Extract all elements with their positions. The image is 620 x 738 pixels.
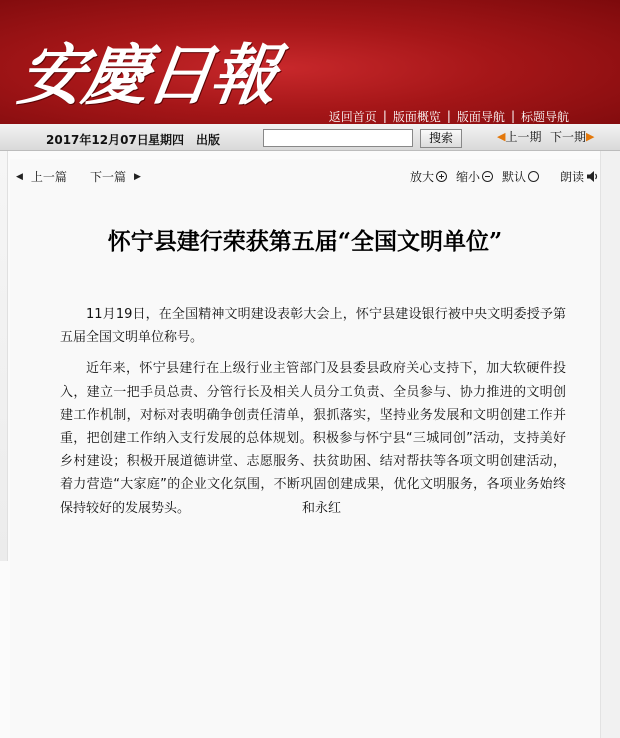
nav-home-link[interactable]: 返回首页 [328, 109, 377, 124]
nav-separator: | [446, 109, 451, 123]
article-toolbar [10, 165, 600, 187]
newspaper-logo[interactable] [13, 16, 320, 114]
prev-article-label: 上一篇 [30, 170, 67, 184]
prev-issue-label: 上一期 [505, 130, 542, 144]
next-article-link[interactable] [90, 168, 141, 185]
article-paragraph [60, 357, 566, 519]
prev-issue-link[interactable] [497, 128, 541, 145]
masthead [0, 0, 620, 124]
plus-circle-icon [436, 171, 447, 182]
read-aloud-button[interactable] [560, 168, 599, 185]
next-article-label: 下一篇 [90, 170, 127, 184]
article-body [60, 303, 566, 528]
radio-circle-icon [528, 171, 539, 182]
triangle-right-icon: ▶ [134, 171, 141, 182]
issue-date: 2017年12月07日 [46, 133, 149, 147]
read-aloud-label: 朗读 [560, 170, 585, 184]
zoom-in-label: 放大 [410, 170, 435, 184]
arrow-right-icon: ▶ [586, 130, 595, 143]
default-size-button[interactable] [502, 168, 539, 185]
prev-article-link[interactable] [16, 168, 67, 185]
article-paragraph: 11月19日，在全国精神文明建设表彰大会上，怀宁县建设银行被中央文明委授予第五届全国文明单位称号。 [60, 307, 566, 346]
issue-edition-label: 出版 [196, 133, 221, 147]
search-button[interactable]: 搜索 [420, 129, 462, 148]
left-border [0, 151, 8, 561]
zoom-in-button[interactable] [410, 168, 447, 185]
article-title: 怀宁县建行荣获第五届“全国文明单位” [107, 228, 503, 255]
zoom-out-button[interactable] [456, 168, 493, 185]
nav-separator: | [382, 109, 387, 123]
nav-separator: | [510, 109, 515, 123]
nav-page-nav-link[interactable]: 版面导航 [456, 109, 505, 124]
default-size-label: 默认 [502, 170, 527, 184]
article-paragraph-text: 近年来，怀宁县建行在上级行业主管部门及县委县政府关心支持下，加大软硬件投入，建立一把手员总责、分管行长及相关人员分工负责、全员参与、协力推进的文明创建工作机制，对标对表明确争创责任清单，狠抓落实，坚持业务发展和文明创建工作并重，把创建工作纳入支行发展的总体规划。积极参与怀宁县“三城同创”活动，支持美好乡村建设；积极开展道德讲堂、志愿服务、扶贫助困、结对帮扶等各项文明创建活动，着力营造“大家庭”的企业文化氛围，不断巩固创建成果，优化文明服务，各项业务始终保持较好的发展势头。 [60, 361, 566, 516]
nav-title-nav-link[interactable]: 标题导航 [520, 109, 569, 124]
article-author: 和永红 [302, 500, 342, 516]
zoom-out-label: 缩小 [456, 170, 481, 184]
next-issue-label: 下一期 [550, 130, 587, 144]
triangle-left-icon: ◀ [16, 171, 23, 182]
speaker-icon [586, 170, 599, 183]
minus-circle-icon [482, 171, 493, 182]
issue-weekday: 星期四 [148, 133, 185, 147]
top-nav [326, 108, 572, 124]
arrow-left-icon: ◀ [497, 130, 506, 143]
search-input[interactable] [263, 129, 413, 147]
next-issue-link[interactable] [550, 128, 594, 145]
logo-text: 安慶日報 [13, 36, 281, 114]
nav-overview-link[interactable]: 版面概览 [392, 109, 441, 124]
date-search-bar [0, 124, 620, 151]
scrollbar-track[interactable] [600, 151, 620, 738]
article-panel [0, 151, 620, 738]
